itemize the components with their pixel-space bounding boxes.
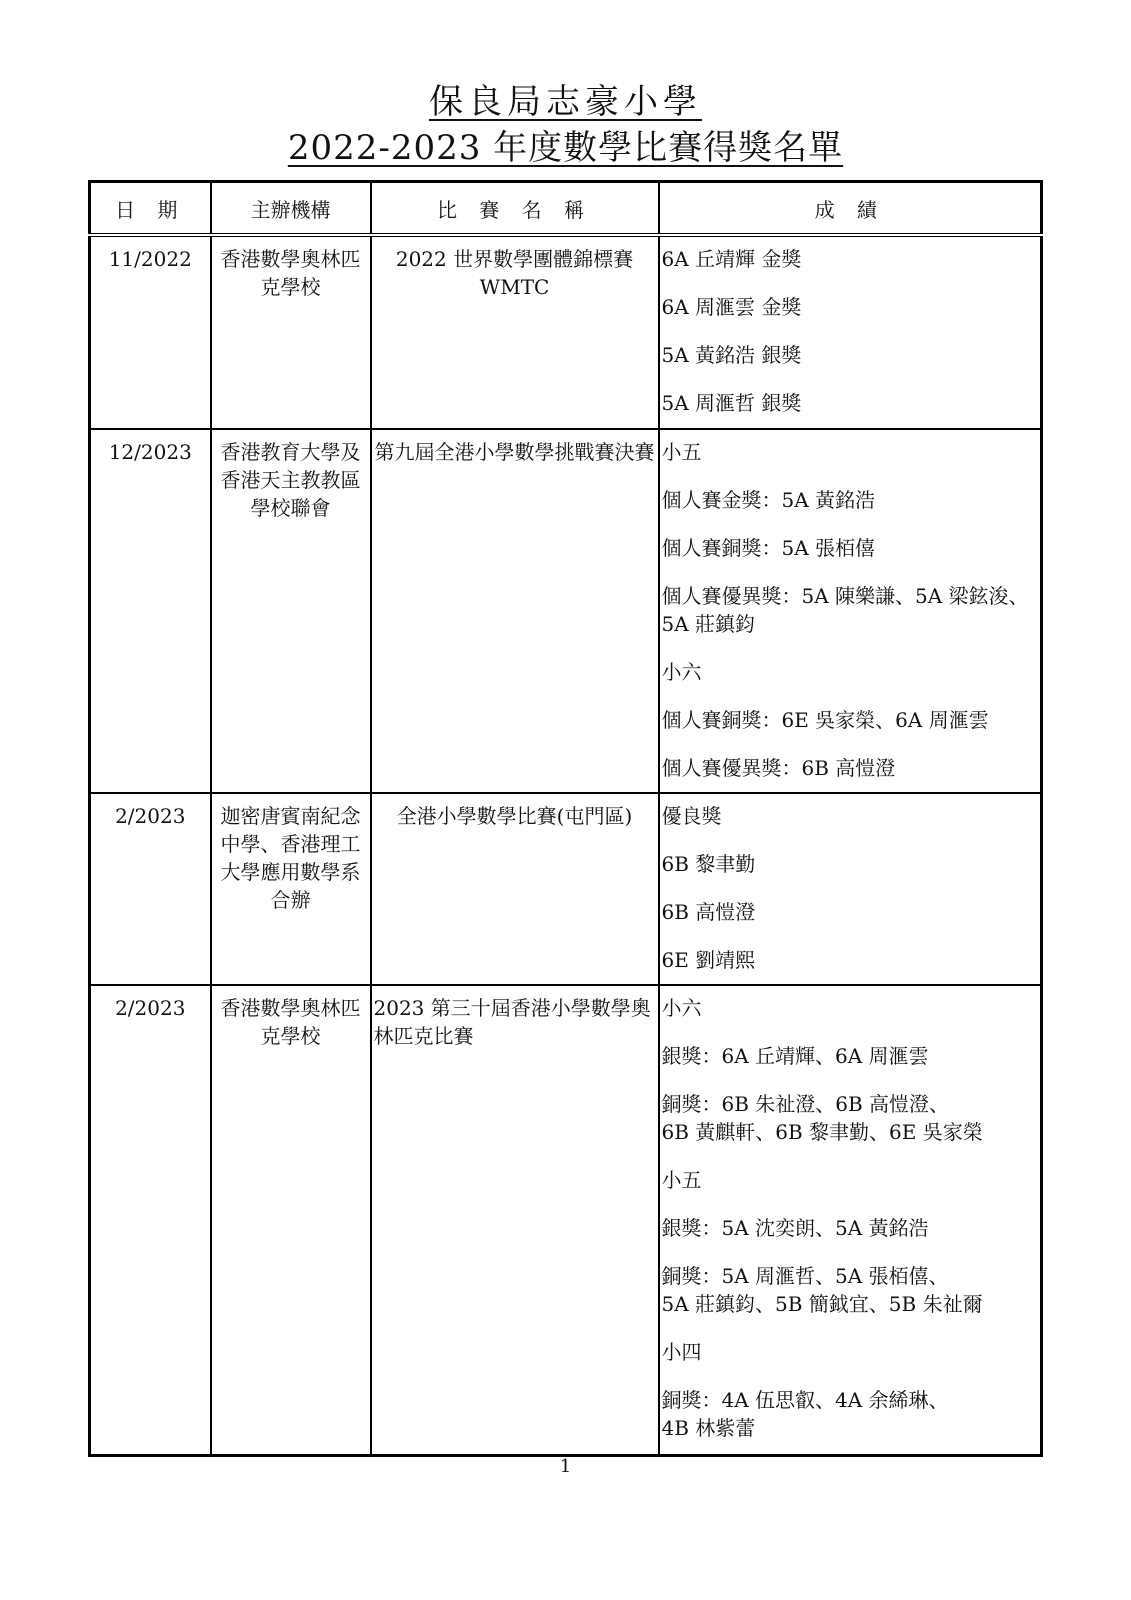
- result-line: 6E 劉靖熙: [661, 948, 756, 972]
- header-organizer: 主辦機構: [211, 182, 371, 236]
- result-line: 小六: [661, 996, 702, 1020]
- cell-organizer: 香港數學奧林匹克學校: [211, 235, 371, 429]
- cell-organizer: 香港教育大學及香港天主教教區學校聯會: [211, 429, 371, 793]
- header-date: 日 期: [90, 182, 211, 236]
- cell-date: 12/2023: [90, 429, 211, 793]
- result-line: 6B 高愷澄: [661, 900, 756, 924]
- result-line: 個人賽銅獎：6E 吳家榮、6A 周滙雲: [661, 708, 989, 732]
- cell-competition: 2022 世界數學團體錦標賽 WMTC: [371, 235, 659, 429]
- result-line: 6A 周滙雲 金獎: [661, 295, 802, 319]
- header-result: 成 績: [659, 182, 1042, 236]
- result-line: 銅獎：6B 朱祉澄、6B 高愷澄、 6B 黃麒軒、6B 黎聿勤、6E 吳家榮: [661, 1092, 983, 1144]
- cell-date: 2/2023: [90, 793, 211, 985]
- result-line: 小五: [661, 1168, 702, 1192]
- table-row: [90, 235, 1042, 429]
- result-line: 個人賽金獎：5A 黃銘浩: [661, 488, 876, 512]
- document-title: 保良局志豪小學: [429, 82, 702, 122]
- result-line: 銅獎：5A 周滙哲、5A 張栢僖、 5A 莊鎮鈞、5B 簡鉞宜、5B 朱祉爾: [661, 1264, 983, 1316]
- result-line: 小五: [661, 440, 702, 464]
- result-line: 個人賽優異獎：6B 高愷澄: [661, 756, 896, 780]
- result-line: 6B 黎聿勤: [661, 852, 756, 876]
- cell-organizer: 香港數學奧林匹克學校: [211, 985, 371, 1455]
- cell-result: [659, 429, 1042, 793]
- result-line: 優良獎: [661, 804, 722, 828]
- table-row: [90, 429, 1042, 793]
- table-header-row: [90, 182, 1042, 236]
- result-line: 個人賽優異獎：5A 陳樂謙、5A 梁鉉浚、5A 莊鎮鈞: [661, 584, 1029, 636]
- result-line: 銀獎：5A 沈奕朗、5A 黃銘浩: [661, 1216, 929, 1240]
- cell-organizer: 迦密唐賓南紀念中學、香港理工大學應用數學系合辦: [211, 793, 371, 985]
- result-line: 個人賽銅獎：5A 張栢僖: [661, 536, 876, 560]
- result-line: 5A 黃銘浩 銀獎: [661, 343, 802, 367]
- result-line: 小六: [661, 660, 702, 684]
- header-competition: 比 賽 名 稱: [371, 182, 659, 236]
- result-line: 6A 丘靖輝 金獎: [661, 247, 802, 271]
- cell-competition: 全港小學數學比賽(屯門區): [371, 793, 659, 985]
- cell-date: 2/2023: [90, 985, 211, 1455]
- table-row: [90, 985, 1042, 1455]
- page-number: 1: [559, 1456, 572, 1477]
- cell-date: 11/2022: [90, 235, 211, 429]
- result-line: 5A 周滙哲 銀獎: [661, 391, 802, 415]
- result-line: 銅獎：4A 伍思叡、4A 余絺琳、 4B 林紫蕾: [661, 1388, 949, 1440]
- result-line: 小四: [661, 1340, 702, 1364]
- cell-competition: 2023 第三十屆香港小學數學奧林匹克比賽: [371, 985, 659, 1455]
- awards-table: [88, 180, 1043, 1457]
- table-row: [90, 793, 1042, 985]
- cell-competition: 第九屆全港小學數學挑戰賽決賽: [371, 429, 659, 793]
- result-line: 銀獎：6A 丘靖輝、6A 周滙雲: [661, 1044, 929, 1068]
- cell-result: [659, 985, 1042, 1455]
- cell-result: [659, 235, 1042, 429]
- cell-result: [659, 793, 1042, 985]
- document-subtitle: 2022-2023 年度數學比賽得獎名單: [287, 128, 844, 168]
